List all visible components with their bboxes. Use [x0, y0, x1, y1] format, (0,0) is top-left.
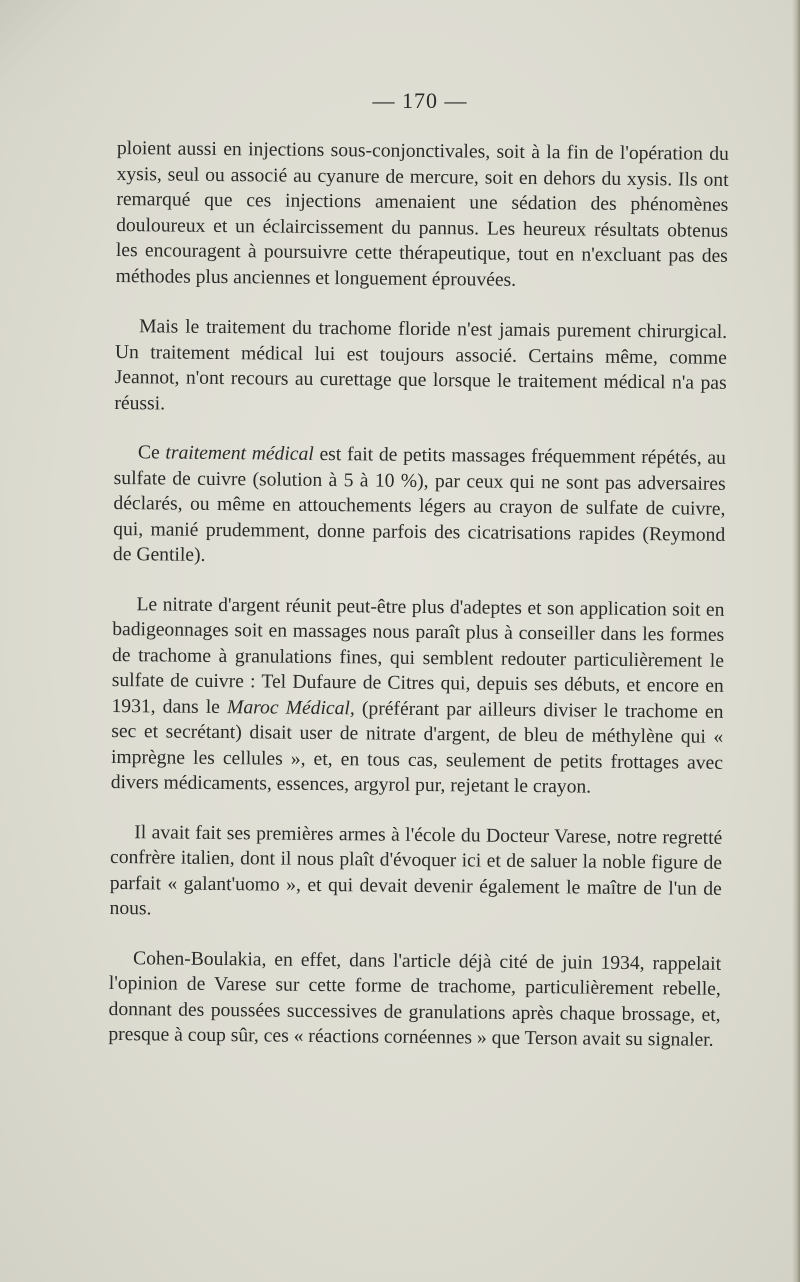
paragraph-text: Ce [137, 442, 166, 464]
paragraph-cohen-boulakia: Cohen-Boulakia, en effet, dans l'article déjà cité de juin 1934, rappelait l'opinion de Varese sur cette forme de trachome, particulièrement rebelle, donnant des poussées successives de granulations après chaque brossage, et, presque à coup sûr, ces « réactions cornéennes » que Terson avait su signaler. [108, 947, 722, 1051]
page-number: — 170 — [372, 88, 468, 113]
paragraph-surgical-treatment: Mais le traitement du trachome floride n'est jamais purement chirurgical. Un traitement médical lui est toujours associé. Certains même, comme Jeannot, n'ont recours au curettage que lorsque le traitement médical n'a pas réussi. [114, 316, 728, 414]
paragraph-text: est fait de petits massages fréquemment répétés, au sulfate de cuivre (solution à 5 à 10 %), par ceux qui ne sont pas adversaires déclarés, ou même en attouchements légers au crayon de sulfate de cuivre, qui, manié prudemment, donne parfois des cicatrisations rapides (Reymond de Gentile). [112, 443, 727, 566]
paragraph-varese: Il avait fait ses premières armes à l'école du Docteur Varese, notre regretté confrère italien, dont il nous plaît d'évoquer ici et de saluer la noble figure de parfait « galant'uomo », et qui devait devenir également le maître de l'un de nous. [109, 821, 723, 920]
paragraph-medical-treatment [113, 440, 726, 573]
journal-title: Maroc Médical, [226, 696, 355, 719]
paragraph-continued: ploient aussi en injections sous-conjonctivales, soit à la fin de l'opération du xysis, seul ou associé au cyanure de mercure, soit en dehors du xysis. Ils ont remarqué que ces injections amenaient une sédation des phénomènes douloureux et un éclaircissement du pannus. Les heureux résultats obtenus les encouragent à poursuivre cette thérapeutique, tout en n'excluant pas des méthodes plus anciennes et longuement éprouvées. [115, 137, 729, 291]
body-text [108, 136, 729, 1077]
page-edge-shadow [792, 0, 800, 1282]
emphasized-term: traitement médical [165, 442, 314, 465]
paragraph-silver-nitrate [111, 591, 725, 801]
paragraph-text: Le nitrate d'argent réunit peut-être plus d'adeptes et son application soit en badigeonnages soit en massages nous paraît plus à conseiller dans les formes de trachome à granulations fines, qui semblent redouter particulièrement le sulfate de cuivre : Tel Dufaure de Citres qui, depuis ses débuts, et encore en 1931, dans le [111, 593, 725, 718]
paragraph-text: (préférant par ailleurs diviser le trachome en sec et secrétant) disait user de nitrate d'argent, de bleu de méthylène qui « imprègne les cellules », et, en tous cas, seulement de petits frottages avec divers médicaments, essences, argyrol pur, rejetant le crayon. [110, 697, 724, 798]
